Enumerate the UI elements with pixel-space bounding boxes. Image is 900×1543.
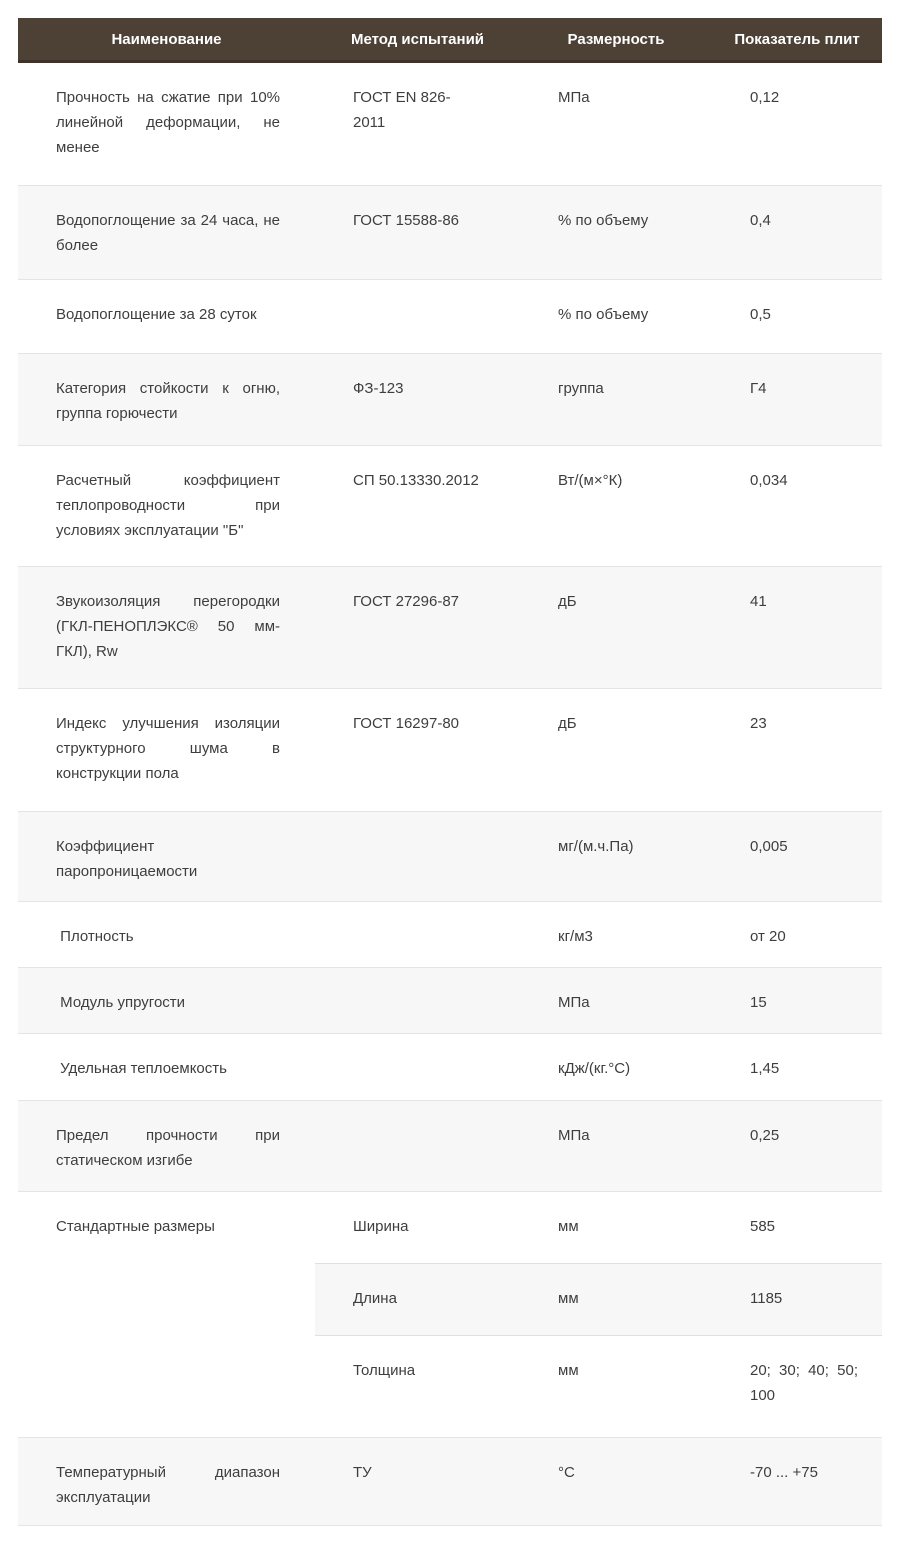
- cell-unit: [520, 902, 712, 967]
- cell-name: [18, 280, 315, 353]
- cell-value-text: 0,034: [750, 472, 788, 489]
- cell-method-text: ГОСТ 27296-87: [353, 593, 460, 610]
- table-body: [18, 63, 882, 1526]
- cell-size-param-text: Толщина: [353, 1362, 416, 1380]
- cell-value-text: 41: [750, 593, 767, 610]
- cell-unit: [520, 1101, 712, 1191]
- cell-name: [18, 567, 315, 688]
- cell-name-text: Категория стойкости к огню, группа горючести: [56, 380, 280, 422]
- cell-name: [18, 354, 315, 445]
- table-row: [18, 279, 882, 353]
- cell-method: [315, 280, 520, 353]
- cell-value: [712, 968, 882, 1033]
- cell-value-text: 585: [750, 1218, 776, 1235]
- cell-unit-text: мм: [558, 1289, 579, 1307]
- cell-name: [18, 446, 315, 566]
- cell-method-text: ГОСТ EN 826-2011: [353, 89, 451, 131]
- cell-unit-text: мм: [558, 1362, 579, 1380]
- sizes-subrows: [315, 1192, 882, 1437]
- cell-value-text: Г4: [750, 380, 767, 397]
- cell-name-text: Предел прочности при статическом изгибе: [56, 1127, 280, 1169]
- cell-method-text: ТУ: [353, 1464, 372, 1481]
- table-row: [18, 445, 882, 566]
- cell-name-text: Стандартные размеры: [56, 1218, 215, 1235]
- header-test-method: Метод испытаний: [350, 30, 485, 48]
- table-row: [18, 688, 882, 811]
- table-row: [18, 901, 882, 967]
- cell-method: [315, 689, 520, 811]
- cell-value-text: 1,45: [750, 1060, 780, 1077]
- cell-method-text: СП 50.13330.2012: [353, 472, 479, 489]
- cell-unit: [520, 280, 712, 353]
- sizes-subrow: [315, 1263, 882, 1337]
- cell-value-text: 0,25: [750, 1127, 780, 1144]
- table-row: [18, 967, 882, 1033]
- cell-name: [18, 1438, 315, 1525]
- cell-unit-text: % по объему: [558, 306, 649, 323]
- cell-method-text: ФЗ-123: [353, 380, 404, 397]
- cell-unit-text: дБ: [558, 593, 577, 610]
- cell-size-param-text: Длина: [353, 1289, 397, 1307]
- cell-name: [18, 63, 315, 185]
- cell-unit-text: кг/м3: [558, 928, 593, 945]
- cell-value: [712, 280, 882, 353]
- cell-value: [712, 446, 882, 566]
- cell-unit: [520, 968, 712, 1033]
- cell-size-param: [315, 1264, 520, 1336]
- cell-value-text: -70 ... +75: [750, 1464, 818, 1481]
- cell-value: [712, 1034, 882, 1100]
- cell-unit: [520, 186, 712, 279]
- cell-method: [315, 968, 520, 1033]
- table-row: [18, 1100, 882, 1191]
- sizes-subrow: [315, 1336, 882, 1437]
- table-row-temperature: [18, 1437, 882, 1526]
- cell-value-text: 20; 30; 40; 50; 100: [750, 1362, 858, 1405]
- cell-value: [712, 902, 882, 967]
- cell-name: [18, 902, 315, 967]
- specs-table: [18, 18, 882, 1526]
- cell-name-text: Водопоглощение за 28 суток: [56, 306, 257, 323]
- cell-name-text: Индекс улучшения изоляции структурного шума в конструкции пола: [56, 715, 280, 782]
- table-row: [18, 185, 882, 279]
- cell-unit-text: группа: [558, 380, 604, 397]
- cell-value: [712, 567, 882, 688]
- cell-unit-text: МПа: [558, 1127, 590, 1144]
- cell-unit-text: МПа: [558, 89, 590, 106]
- cell-value: [712, 1336, 882, 1437]
- cell-method: [315, 812, 520, 901]
- sizes-subrow: [315, 1192, 882, 1263]
- table-header: [18, 18, 882, 63]
- cell-unit-text: кДж/(кг.°С): [558, 1060, 631, 1077]
- cell-value-text: 0,005: [750, 838, 788, 855]
- cell-value-text: 15: [750, 994, 767, 1011]
- cell-name-text: Удельная теплоемкость: [56, 1060, 227, 1077]
- table-row: [18, 1033, 882, 1100]
- cell-value-text: 0,12: [750, 89, 780, 106]
- cell-name: [18, 1101, 315, 1191]
- cell-name: [18, 812, 315, 901]
- cell-value-text: от 20: [750, 928, 786, 945]
- cell-name-text: Звукоизоляция перегородки (ГКЛ-ПЕНОПЛЭКС® 50 мм-ГКЛ), Rw: [56, 593, 280, 660]
- cell-unit-text: мм: [558, 1218, 579, 1235]
- table-row: [18, 63, 882, 185]
- cell-unit: [520, 1034, 712, 1100]
- cell-unit: [520, 1438, 712, 1525]
- cell-name-text: Температурный диапазон эксплуатации: [56, 1464, 280, 1506]
- cell-name: [18, 1192, 315, 1437]
- cell-name-text: Плотность: [56, 928, 134, 945]
- header-board-value: Показатель плит: [734, 30, 860, 48]
- cell-value: [712, 1264, 882, 1336]
- cell-method: [315, 1438, 520, 1525]
- cell-method: [315, 1101, 520, 1191]
- table-row-standard-sizes: [18, 1191, 882, 1437]
- cell-unit: [520, 812, 712, 901]
- table-row: [18, 353, 882, 445]
- cell-method: [315, 567, 520, 688]
- cell-value: [712, 812, 882, 901]
- cell-unit-text: дБ: [558, 715, 577, 732]
- cell-method: [315, 186, 520, 279]
- cell-unit: [520, 63, 712, 185]
- header-dimension: Размерность: [567, 30, 665, 48]
- cell-unit: [520, 567, 712, 688]
- cell-name: [18, 1034, 315, 1100]
- cell-method: [315, 446, 520, 566]
- cell-size-param: [315, 1192, 520, 1263]
- cell-value: [712, 1438, 882, 1525]
- cell-value-text: 23: [750, 715, 767, 732]
- cell-name: [18, 689, 315, 811]
- cell-method-text: ГОСТ 16297-80: [353, 715, 460, 732]
- cell-unit: [520, 354, 712, 445]
- cell-unit: [520, 446, 712, 566]
- cell-value-text: 0,4: [750, 212, 771, 229]
- cell-value: [712, 1192, 882, 1263]
- cell-unit-text: МПа: [558, 994, 590, 1011]
- cell-size-param: [315, 1336, 520, 1437]
- cell-name-text: Водопоглощение за 24 часа, не более: [56, 212, 280, 254]
- cell-name-text: Коэффициент паропроницаемости: [56, 838, 198, 880]
- cell-method-text: ГОСТ 15588-86: [353, 212, 460, 229]
- cell-method: [315, 1034, 520, 1100]
- cell-name: [18, 968, 315, 1033]
- cell-name-text: Модуль упругости: [56, 994, 186, 1011]
- cell-value: [712, 689, 882, 811]
- cell-unit: [520, 1264, 712, 1336]
- cell-unit-text: °С: [558, 1464, 575, 1481]
- table-row: [18, 811, 882, 901]
- header-name: Наименование: [111, 30, 222, 48]
- cell-value: [712, 1101, 882, 1191]
- cell-name-text: Расчетный коэффициент теплопроводности при условиях эксплуатации "Б": [56, 472, 280, 539]
- cell-unit-text: мг/(м.ч.Па): [558, 838, 634, 855]
- cell-value: [712, 63, 882, 185]
- cell-value-text: 1185: [750, 1289, 783, 1307]
- cell-value-text: 0,5: [750, 306, 771, 323]
- cell-unit-text: % по объему: [558, 212, 649, 229]
- cell-unit: [520, 1336, 712, 1437]
- cell-name-text: Прочность на сжатие при 10% линейной деформации, не менее: [56, 89, 280, 156]
- cell-unit-text: Вт/(м×°К): [558, 472, 623, 489]
- cell-name: [18, 186, 315, 279]
- cell-unit: [520, 689, 712, 811]
- cell-value: [712, 354, 882, 445]
- cell-method: [315, 902, 520, 967]
- cell-size-param-text: Ширина: [353, 1218, 409, 1235]
- cell-value: [712, 186, 882, 279]
- cell-method: [315, 354, 520, 445]
- cell-method: [315, 63, 520, 185]
- table-row: [18, 566, 882, 688]
- cell-unit: [520, 1192, 712, 1263]
